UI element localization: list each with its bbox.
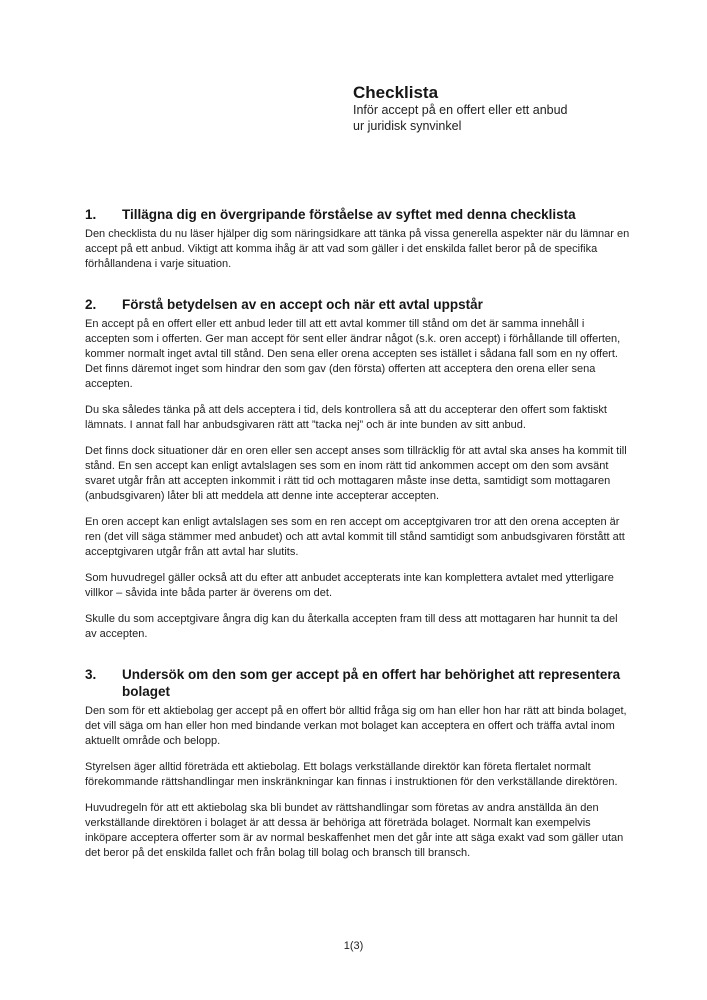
paragraph: Den checklista du nu läser hjälper dig som näringsidkare att tänka på vissa generella aspekter när du lämnar en accept på ett anbud. Viktigt att komma ihåg är att vad som gäller i det enskilda fallet beror på de specifika förhållandena i varje situation. [85, 228, 630, 270]
page-number: 1(3) [343, 940, 364, 952]
section-3-heading [85, 666, 630, 700]
paragraph: En accept på en offert eller ett anbud leder till att ett avtal kommer till stånd om det är samma innehåll i accepten som i offerten. Ger man accept för sent eller ändrar något (s.k. oren accept) i förhållande till offerten, kommer normalt inget avtal till stånd. Den sena eller orena accepten ses istället i sådana fall som en ny offert. Det finns däremot inget som hindrar den som gav (den första) offerten att acceptera den orena eller sena accepten. [85, 318, 621, 390]
paragraph: Den som för ett aktiebolag ger accept på en offert bör alltid fråga sig om han eller hon har rätt att binda bolaget, det vill säga om han eller hon med bindande verkan mot bolaget kan acceptera en offert och träffa avtal inom aktuellt område och belopp. [85, 705, 627, 747]
paragraph: Styrelsen äger alltid företräda ett aktiebolag. Ett bolags verkställande direktör kan företa flertalet normalt förekommande rättshandlingar men inskränkningar kan finnas i instruktionen för den verkställande direktören. [85, 761, 618, 788]
paragraph: Du ska således tänka på att dels acceptera i tid, dels kontrollera så att du accepterar den offert som faktiskt lämnats. I annat fall har anbudsgivaren rätt att ”tacka nej” och är inte bunden av sitt anbud. [85, 404, 607, 431]
section-2-heading-text: Förstå betydelsen av en accept och när ett avtal uppstår [122, 297, 483, 312]
section-2-heading [85, 296, 630, 313]
paragraph: Huvudregeln för att ett aktiebolag ska bli bundet av rättshandlingar som företas av andra anställda än den verkställande direktören i bolaget är att dessa är behöriga att företräda bolaget. Normalt kan exempelvis inköpare acceptera offerter som är av normal beskaffenhet men det går inte att säga exakt vad som gäller utan det beror på det enskilda fallet och från bolag till bolag och bransch till bransch. [85, 802, 624, 859]
document-subtitle-line2: ur juridisk synvinkel [353, 118, 462, 133]
paragraph: Skulle du som acceptgivare ångra dig kan du återkalla accepten fram till dess att mottagaren har hunnit ta del av accepten. [85, 613, 618, 640]
section-1 [85, 206, 630, 272]
section-1-heading-text: Tillägna dig en övergripande förståelse av syftet med denna checklista [122, 207, 576, 222]
document-subtitle-line1: Inför accept på en offert eller ett anbud [353, 103, 568, 117]
section-1-number: 1. [85, 207, 97, 222]
section-2 [85, 296, 630, 642]
document-header [353, 0, 630, 134]
section-3-number: 3. [85, 667, 97, 682]
section-3-heading-text: Undersök om den som ger accept på en offert har behörighet att representera bolaget [122, 667, 621, 699]
document-title: Checklista [353, 83, 439, 102]
section-3 [85, 666, 630, 861]
paragraph: Det finns dock situationer där en oren eller sen accept anses som tillräcklig för att avtal ska anses ha kommit till stånd. En sen accept kan enligt avtalslagen ses som en inom rätt tid ankommen accept om den som avsänt svaret utgår från att accepten inkommit i rätt tid och mottagaren måste inse detta, samtidigt som mottagaren (anbudsgivaren) låter bli att meddela att denne inte accepterar accepten. [85, 445, 627, 502]
document-content [85, 0, 630, 861]
section-2-number: 2. [85, 297, 97, 312]
section-1-heading [85, 206, 630, 223]
paragraph: Som huvudregel gäller också att du efter att anbudet accepterats inte kan komplettera avtalet med ytterligare villkor – såvida inte båda parter är överens om det. [85, 572, 614, 599]
paragraph: En oren accept kan enligt avtalslagen ses som en ren accept om acceptgivaren tror att den orena accepten är ren (det vill säga stämmer med anbudet) och att avtal kommit till stånd samtidigt som anbudsgivaren förstått att acceptgivaren utgår från att avtal har slutits. [85, 516, 625, 558]
